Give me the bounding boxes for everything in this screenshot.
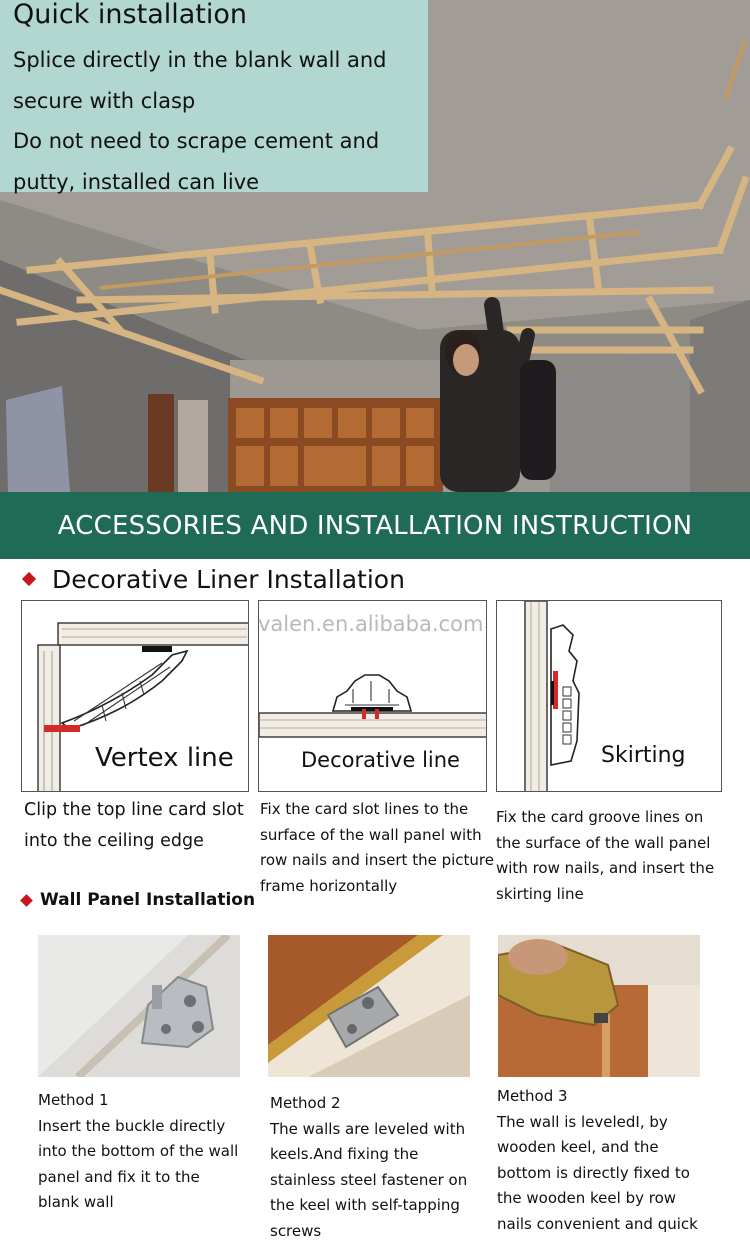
description-line: Fix the card slot lines to the — [260, 800, 469, 818]
method-title: Method 1 — [38, 1091, 109, 1109]
buckle-clip-illustration — [38, 935, 240, 1077]
banner-title: ACCESSORIES AND INSTALLATION INSTRUCTION — [57, 510, 693, 541]
method-line: keels.And fixing the — [270, 1145, 419, 1163]
method-3-text — [497, 1084, 698, 1237]
vertex-line-diagram — [21, 600, 249, 792]
method-line: stainless steel fastener on — [270, 1170, 468, 1189]
diamond-bullet-icon — [22, 572, 36, 586]
method-line: The walls are leveled with — [270, 1119, 466, 1138]
decorative-line-description — [260, 797, 494, 899]
wall-panel-heading-text: Wall Panel Installation — [40, 890, 256, 910]
nail-gun-illustration — [498, 935, 700, 1077]
keel-fastener-illustration — [268, 935, 470, 1077]
method-line: panel and fix it to the — [38, 1167, 200, 1186]
method-line: blank wall — [38, 1193, 114, 1211]
watermark-text: valen.en.alibaba.com — [258, 612, 484, 636]
vertex-line-description — [24, 795, 244, 857]
description-line: the surface of the wall panel — [496, 833, 711, 852]
method-line: Insert the buckle directly — [38, 1116, 226, 1135]
method-line: bottom is directly fixed to — [497, 1163, 690, 1182]
hero-line: secure with clasp — [13, 88, 196, 113]
hero-text-box — [0, 0, 428, 192]
method-line: The wall is leveledI, by — [497, 1112, 668, 1131]
method-1-photo — [38, 935, 240, 1077]
method-1-text — [38, 1088, 238, 1216]
diagram-label: Vertex line — [95, 743, 234, 773]
description-line: surface of the wall panel with — [260, 825, 482, 844]
method-title: Method 2 — [270, 1094, 341, 1112]
method-line: the keel with self-tapping — [270, 1196, 460, 1214]
method-line: screws — [270, 1221, 322, 1240]
description-line: Clip the top line card slot — [24, 800, 244, 820]
diagram-label: Decorative line — [301, 748, 460, 772]
method-line: the wooden keel by row — [497, 1189, 677, 1207]
method-2-photo — [268, 935, 470, 1077]
description-line: frame horizontally — [260, 876, 398, 895]
description-line: row nails and insert the picture — [260, 851, 494, 869]
skirting-description — [496, 805, 714, 907]
method-line: into the bottom of the wall — [38, 1142, 239, 1160]
wall-panel-section-heading — [22, 887, 255, 913]
diamond-bullet-icon — [20, 894, 33, 907]
description-line: into the ceiling edge — [24, 831, 204, 851]
diagram-label: Skirting — [601, 743, 686, 768]
method-2-text — [270, 1091, 467, 1244]
hero-line: Do not need to scrape cement and — [13, 129, 380, 153]
skirting-diagram — [496, 600, 722, 792]
method-line: nails convenient and quick — [497, 1214, 698, 1233]
method-line: wooden keel, and the — [497, 1138, 659, 1156]
liner-heading-text: Decorative Liner Installation — [52, 564, 405, 594]
hero-title: Quick installation — [13, 0, 248, 30]
method-title: Method 3 — [497, 1087, 568, 1105]
liner-section-heading — [24, 562, 405, 596]
hero-line: Splice directly in the blank wall and — [13, 48, 387, 72]
description-line: with row nails, and insert the — [496, 859, 715, 877]
hero-photo — [0, 0, 750, 492]
section-banner — [0, 492, 750, 559]
description-line: skirting line — [496, 884, 584, 903]
hero-line: putty, installed can live — [13, 169, 260, 194]
method-3-photo — [498, 935, 700, 1077]
description-line: Fix the card groove lines on — [496, 808, 704, 826]
